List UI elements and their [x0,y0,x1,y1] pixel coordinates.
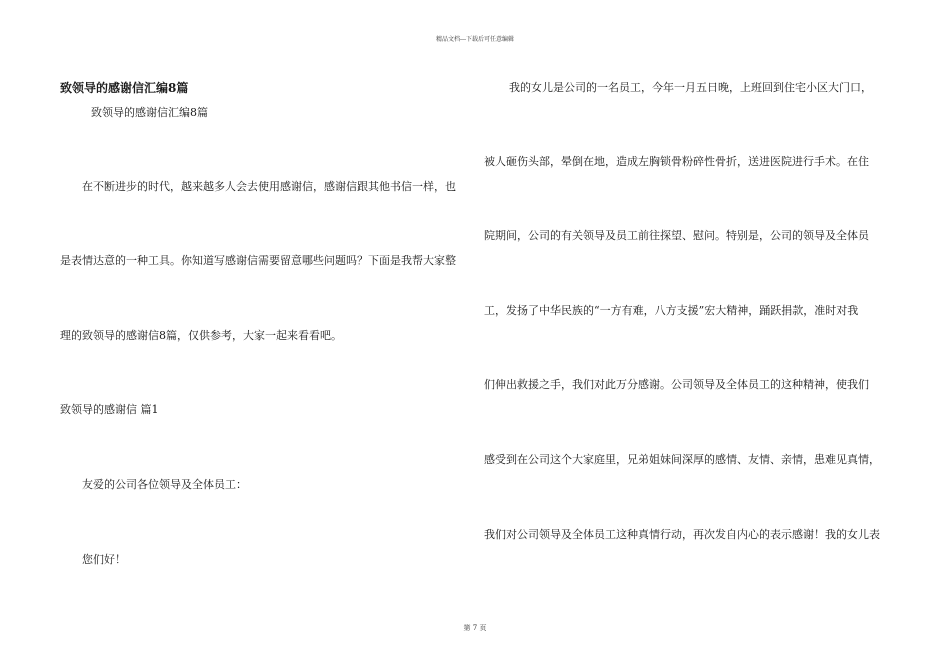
intro-line-1: 在不断进步的时代，越来越多人会去使用感谢信，感谢信跟其他书信一样，也 [82,180,456,193]
body-line-2: 被人砸伤头部，晕倒在地，造成左胸锁骨粉碎性骨折，送进医院进行手术。在住 [484,155,869,168]
body-line-1: 我的女儿是公司的一名员工，今年一月五日晚，上班回到住宅小区大门口， [509,81,872,94]
page-number: 第 7 页 [463,624,487,632]
body-line-7: 我们对公司领导及全体员工这种真情行动，再次发自内心的表示感谢！我的女儿表 [484,528,880,541]
document-title: 致领导的感谢信汇编8篇 [60,81,189,95]
letter-greeting: 您们好！ [82,553,126,566]
document-subtitle: 致领导的感谢信汇编8篇 [91,106,208,119]
intro-line-2: 是表情达意的一种工具。你知道写感谢信需要留意哪些问题吗？下面是我帮大家整 [60,254,456,267]
body-line-5: 们伸出救援之手，我们对此万分感谢。公司领导及全体员工的这种精神，使我们 [484,378,869,391]
letter-salutation: 友爱的公司各位领导及全体员工： [82,478,247,491]
body-line-3: 院期间，公司的有关领导及员工前往探望、慰问。特别是，公司的领导及全体员 [484,229,869,242]
page-header: 精品文档---下载后可任意编辑 [435,36,515,43]
intro-line-3: 理的致领导的感谢信8篇，仅供参考，大家一起来看看吧。 [60,329,342,342]
body-line-4: 工，发扬了中华民族的“一方有难，八方支援”宏大精神，踊跃捐款，准时对我 [484,304,859,317]
body-line-6: 感受到在公司这个大家庭里，兄弟姐妹间深厚的感情、友情、亲情，患难见真情， [484,453,880,466]
section-heading: 致领导的感谢信 篇1 [60,403,159,416]
